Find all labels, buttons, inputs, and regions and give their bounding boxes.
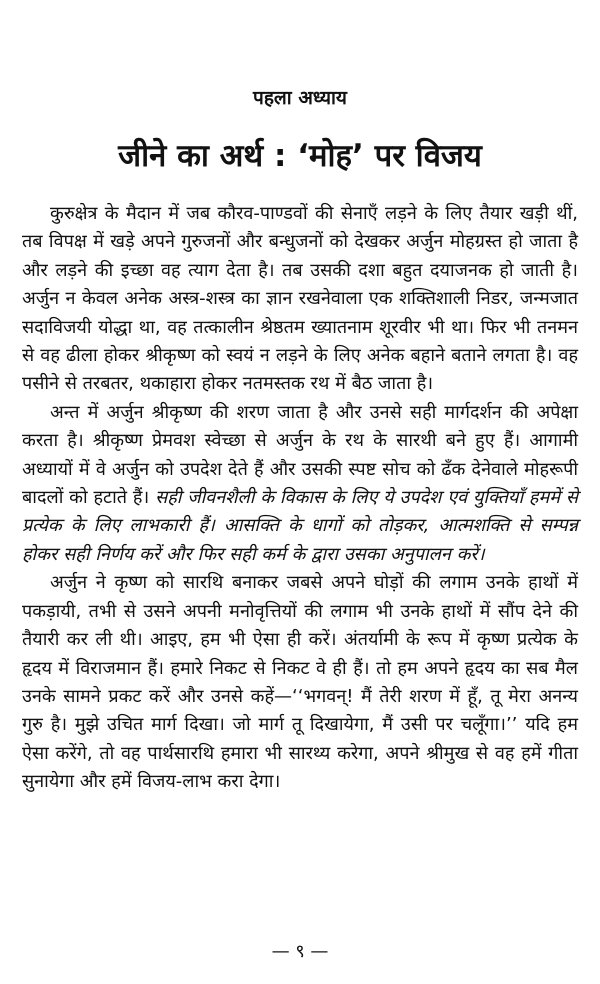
- paragraph-2-text: अन्त में अर्जुन श्रीकृष्ण की शरण जाता है और उनसे सही मार्गदर्शन की अपेक्षा करता है। श्रीकृष्ण प्रेमवश स्वेच्छा से अर्जुन के रथ के सारथी बने हुए हैं। आगामी अध्यायों में वे अर्जुन को उपदेश देते हैं और उसकी स्पष्ट सोच को ढँक देनेवाले मोहरूपी बादलों को हटाते हैं।: [22, 401, 578, 509]
- chapter-title: जीने का अर्थ : ‘मोह’ पर विजय: [118, 138, 482, 174]
- page-number: — ९ —: [271, 941, 329, 962]
- paragraph-2: [22, 399, 578, 569]
- chapter-label: पहला अध्याय: [253, 87, 347, 109]
- paragraph-2-italic-text: सही जीवनशैली के विकास के लिए ये उपदेश एवं युक्तियाँ हममें से प्रत्येक के लिए लाभकारी हैं। आसक्ति के धागों को तोड़कर, आत्मशक्ति से सम्पन्न होकर सही निर्णय करें और फिर सही कर्म के द्वारा उसका अनुपालन करें।: [22, 487, 578, 565]
- paragraph-1: कुरुक्षेत्र के मैदान में जब कौरव-पाण्डवों की सेनाएँ लड़ने के लिए तैयार खड़ी थीं, तब विपक्ष में खड़े अपने गुरुजनों और बन्धुजनों को देखकर अर्जुन मोहग्रस्त हो जाता है और लड़ने की इच्छा वह त्याग देता है। तब उसकी दशा बहुत दयाजनक हो जाती है। अर्जुन न केवल अनेक अस्त्र-शस्त्र का ज्ञान रखनेवाला एक शक्तिशाली निडर, जन्मजात सदाविजयी योद्धा था, वह तत्कालीन श्रेष्ठतम ख्यातनाम शूरवीर भी था। फिर भी तनमन से वह ढीला होकर श्रीकृष्ण को स्वयं न लड़ने के लिए अनेक बहाने बताने लगता है। वह पसीने से तरबतर, थकाहारा होकर नतमस्तक रथ में बैठ जाता है।: [22, 203, 578, 395]
- paragraph-3: अर्जुन ने कृष्ण को सारथि बनाकर जबसे अपने घोड़ों की लगाम उनके हाथों में पकड़ायी, तभी से उसने अपनी मनोवृत्तियों की लगाम भी उनके हाथों में सौंप देने की तैयारी कर ली थी। आइए, हम भी ऐसा ही करें। अंतर्यामी के रूप में कृष्ण प्रत्येक के हृदय में विराजमान हैं। हमारे निकट से निकट वे ही हैं। तो हम अपने हृदय का सब मैल उनके सामने प्रकट करें और उनसे कहें—‘‘भगवन्! मैं तेरी शरण में हूँ, तू मेरा अनन्य गुरु है। मुझे उचित मार्ग दिखा। जो मार्ग तू दिखायेगा, मैं उसी पर चलूँगा।’’ यदि हम ऐसा करेंगे, तो वह पार्थसारथि हमारा भी सारथ्य करेगा, अपने श्रीमुख से वह हमें गीता सुनायेगा और हमें विजय-लाभ करा देगा।: [22, 572, 578, 793]
- body-text: [22, 200, 578, 797]
